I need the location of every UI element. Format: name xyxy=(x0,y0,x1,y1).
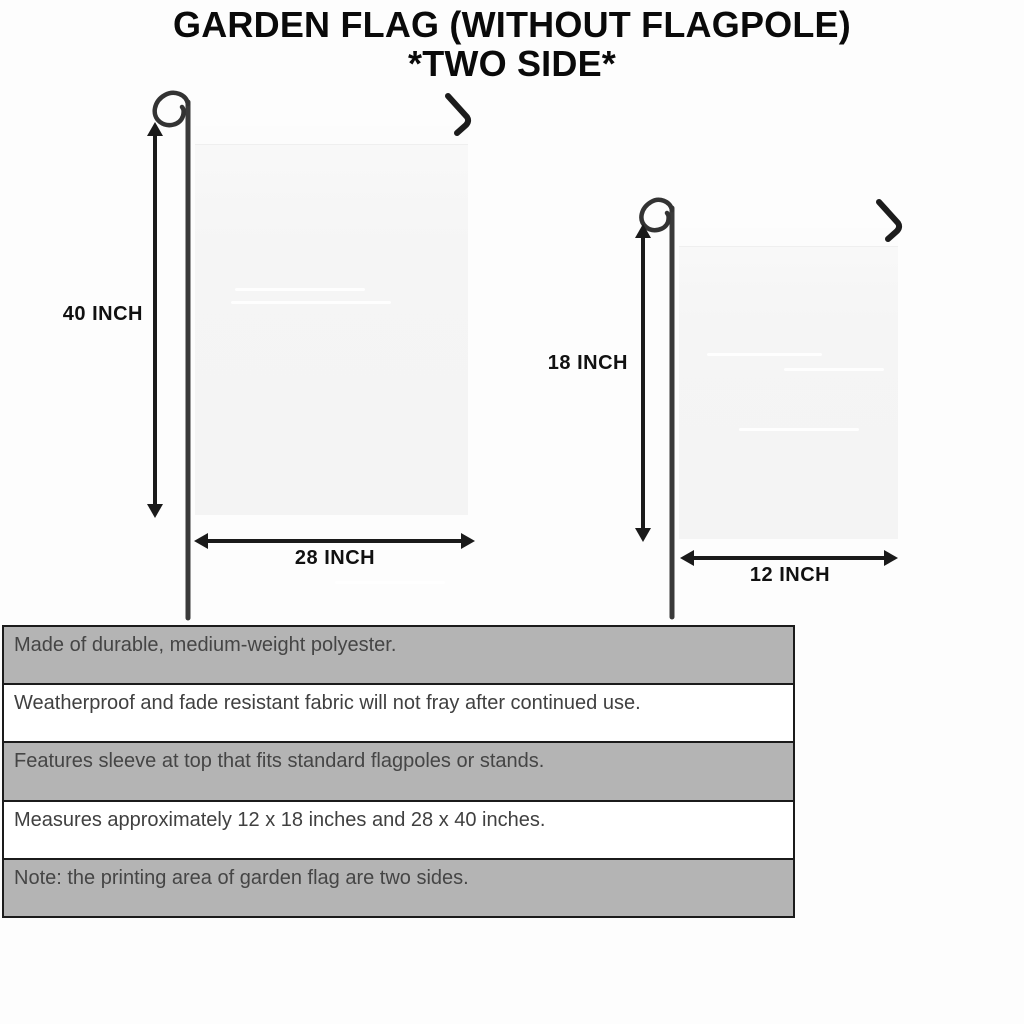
feature-row xyxy=(4,741,793,799)
small-flag-width-label: 12 INCH xyxy=(749,564,831,586)
large-flag-sleeve xyxy=(195,126,468,145)
arrow-line xyxy=(641,235,645,531)
large-flag-hanger-hook-icon xyxy=(441,90,481,138)
small-flag-sleeve xyxy=(679,228,898,247)
feature-row xyxy=(4,683,793,741)
flag-fabric-highlight xyxy=(784,368,884,371)
small-flag-cloth xyxy=(679,228,898,539)
small-flag-hanger-hook-icon xyxy=(872,196,912,244)
arrow-down-icon xyxy=(635,528,651,542)
flag-fabric-highlight xyxy=(707,353,822,356)
large-flag-height-arrow xyxy=(145,122,165,518)
page-title-line2: *TWO SIDE* xyxy=(407,43,616,84)
page-title xyxy=(0,5,1024,83)
arrow-down-icon xyxy=(147,504,163,518)
arrow-line xyxy=(205,539,464,543)
feature-row xyxy=(4,800,793,858)
feature-row xyxy=(4,858,793,916)
arrow-line xyxy=(691,556,887,560)
flag-fabric-highlight xyxy=(335,581,445,584)
large-flag-height-label: 40 INCH xyxy=(62,303,143,325)
large-flag-cloth xyxy=(195,126,468,515)
arrow-line xyxy=(153,133,157,507)
feature-panel xyxy=(2,625,795,918)
page-title-line1: GARDEN FLAG (WITHOUT FLAGPOLE) xyxy=(173,4,851,45)
arrow-right-icon xyxy=(461,533,475,549)
feature-row xyxy=(4,627,793,683)
large-flag-width-label: 28 INCH xyxy=(294,547,376,569)
feature-text: Features sleeve at top that fits standard flagpoles or stands. xyxy=(14,750,545,773)
flag-fabric-highlight xyxy=(235,288,365,291)
feature-text: Weatherproof and fade resistant fabric will not fray after continued use. xyxy=(14,692,641,715)
flag-fabric-highlight xyxy=(739,428,859,431)
small-flag-height-arrow xyxy=(633,224,653,542)
feature-text: Measures approximately 12 x 18 inches and 28 x 40 inches. xyxy=(14,808,546,831)
feature-text: Note: the printing area of garden flag are two sides. xyxy=(14,866,469,889)
flag-fabric-highlight xyxy=(231,301,391,304)
feature-text: Made of durable, medium-weight polyester. xyxy=(14,634,397,656)
small-flag-height-label: 18 INCH xyxy=(547,352,628,374)
